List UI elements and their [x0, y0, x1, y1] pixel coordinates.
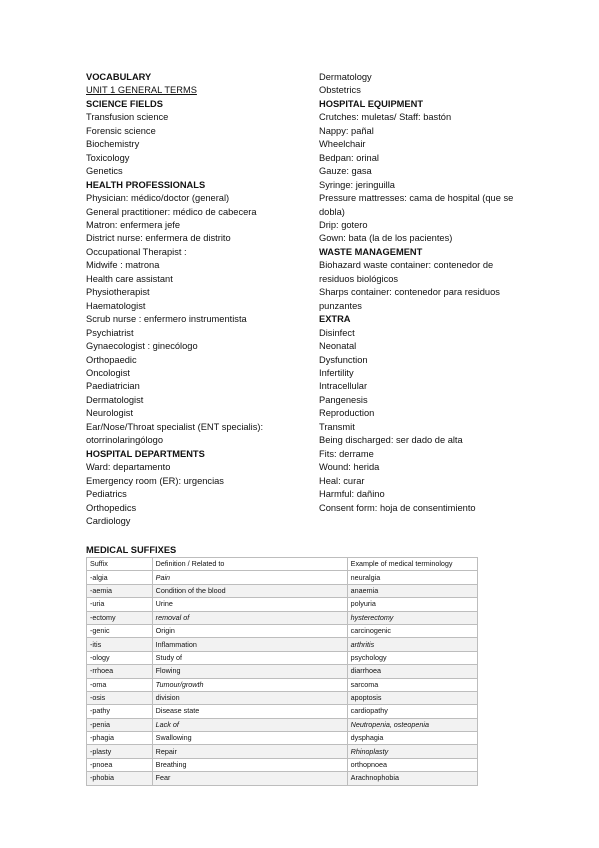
vocabulary-entry: Neurologist	[86, 408, 134, 419]
table-row	[87, 598, 478, 611]
section-heading: HOSPITAL DEPARTMENTS	[86, 448, 205, 459]
vocabulary-entry: otorrinolaringólogo	[86, 435, 164, 446]
medical-suffixes-table	[86, 557, 478, 786]
vocabulary-entry: Reproduction	[319, 408, 375, 419]
suffix-cell: -uria	[87, 598, 153, 611]
example-cell: polyuria	[347, 598, 477, 611]
vocabulary-entry: Forensic science	[86, 125, 156, 136]
vocabulary-entry: Disinfect	[319, 327, 355, 338]
table-row	[87, 691, 478, 704]
vocabulary-entry: Drip: gotero	[319, 219, 368, 230]
medical-suffixes-heading: MEDICAL SUFFIXES	[86, 545, 177, 555]
vocabulary-entry: Fits: derrame	[319, 448, 374, 459]
definition-cell: Disease state	[152, 705, 347, 718]
suffix-cell: -aemia	[87, 584, 153, 597]
example-cell: Rhinoplasty	[347, 745, 477, 758]
example-cell: arthritis	[347, 638, 477, 651]
vocabulary-entry: Gauze: gasa	[319, 166, 372, 177]
table-row	[87, 571, 478, 584]
vocabulary-entry: Biohazard waste container: contenedor de residuos biológicos	[319, 260, 494, 284]
example-cell: apoptosis	[347, 691, 477, 704]
suffix-cell: -ology	[87, 651, 153, 664]
section-heading: EXTRA	[319, 314, 351, 325]
vocabulary-entry: Haematologist	[86, 300, 146, 311]
suffix-cell: -plasty	[87, 745, 153, 758]
suffix-cell: -pathy	[87, 705, 153, 718]
vocabulary-entry: Heal: curar	[319, 475, 365, 486]
vocabulary-entry: Gynaecologist : ginecólogo	[86, 341, 198, 352]
example-cell: hysterectomy	[347, 611, 477, 624]
example-cell: dysphagia	[347, 732, 477, 745]
column-header-definition: Definition / Related to	[152, 558, 347, 571]
vocabulary-entry: Pressure mattresses: cama de hospital (que se dobla)	[319, 193, 514, 217]
suffix-cell: -phagia	[87, 732, 153, 745]
vocabulary-entry: Pediatrics	[86, 489, 127, 500]
right-column	[319, 71, 524, 515]
vocabulary-entry: Psychiatrist	[86, 327, 134, 338]
vocabulary-entry: Scrub nurse : enfermero instrumentista	[86, 314, 247, 325]
vocabulary-entry: Matron: enfermera jefe	[86, 219, 181, 230]
definition-cell: Breathing	[152, 758, 347, 771]
vocabulary-entry: Ear/Nose/Throat specialist (ENT specialis):	[86, 421, 264, 432]
example-cell: neuralgia	[347, 571, 477, 584]
vocabulary-entry: Dermatology	[319, 72, 372, 82]
vocabulary-entry: Emergency room (ER): urgencias	[86, 475, 224, 486]
table-row	[87, 624, 478, 637]
suffix-cell: -genic	[87, 624, 153, 637]
section-heading: VOCABULARY	[86, 72, 152, 82]
vocabulary-entry: Physician: médico/doctor (general)	[86, 193, 230, 204]
vocabulary-entry: Midwife : matrona	[86, 260, 160, 271]
example-cell: orthopnoea	[347, 758, 477, 771]
vocabulary-entry: Neonatal	[319, 341, 357, 352]
definition-cell: Condition of the blood	[152, 584, 347, 597]
vocabulary-entry: Nappy: pañal	[319, 125, 374, 136]
table-row	[87, 584, 478, 597]
table-row	[87, 758, 478, 771]
vocabulary-entry: Physiotherapist	[86, 287, 150, 298]
table-row	[87, 718, 478, 731]
vocabulary-entry: Occupational Therapist :	[86, 246, 187, 257]
definition-cell: Tumour/growth	[152, 678, 347, 691]
definition-cell: Repair	[152, 745, 347, 758]
suffix-cell: -itis	[87, 638, 153, 651]
vocabulary-entry: Wheelchair	[319, 139, 366, 150]
vocabulary-entry: Genetics	[86, 166, 123, 177]
suffix-cell: -phobia	[87, 772, 153, 785]
vocabulary-entry: Gown: bata (la de los pacientes)	[319, 233, 453, 244]
vocabulary-entry: Transfusion science	[86, 112, 169, 123]
vocabulary-entry: Cardiology	[86, 515, 131, 526]
vocabulary-entry: Sharps container: contenedor para residuos punzantes	[319, 287, 500, 311]
table-row	[87, 745, 478, 758]
definition-cell: Fear	[152, 772, 347, 785]
vocabulary-entry: Bedpan: orinal	[319, 152, 379, 163]
vocabulary-entry: Orthopaedic	[86, 354, 137, 365]
definition-cell: Flowing	[152, 665, 347, 678]
example-cell: cardiopathy	[347, 705, 477, 718]
suffix-cell: -oma	[87, 678, 153, 691]
table-row	[87, 772, 478, 785]
vocabulary-entry: UNIT 1 GENERAL TERMS	[86, 85, 197, 96]
vocabulary-entry: Orthopedics	[86, 502, 137, 513]
vocabulary-entry: Obstetrics	[319, 85, 361, 96]
vocabulary-entry: Infertility	[319, 367, 354, 378]
definition-cell: Study of	[152, 651, 347, 664]
definition-cell: Urine	[152, 598, 347, 611]
vocabulary-entry: General practitioner: médico de cabecera	[86, 206, 257, 217]
suffix-cell: -osis	[87, 691, 153, 704]
vocabulary-entry: Transmit	[319, 421, 355, 432]
suffix-cell: -rrhoea	[87, 665, 153, 678]
vocabulary-entry: Consent form: hoja de consentimiento	[319, 502, 476, 513]
definition-cell: Swallowing	[152, 732, 347, 745]
definition-cell: Origin	[152, 624, 347, 637]
example-cell: Neutropenia, osteopenia	[347, 718, 477, 731]
vocabulary-entry: Biochemistry	[86, 139, 140, 150]
table-row	[87, 732, 478, 745]
table-row	[87, 665, 478, 678]
suffix-cell: -algia	[87, 571, 153, 584]
example-cell: diarrhoea	[347, 665, 477, 678]
column-header-example: Example of medical terminology	[347, 558, 477, 571]
section-heading: HOSPITAL EQUIPMENT	[319, 98, 423, 109]
example-cell: Arachnophobia	[347, 772, 477, 785]
table-row	[87, 705, 478, 718]
vocabulary-entry: Paediatrician	[86, 381, 140, 392]
example-cell: sarcoma	[347, 678, 477, 691]
table-row	[87, 611, 478, 624]
example-cell: carcinogenic	[347, 624, 477, 637]
section-heading: WASTE MANAGEMENT	[319, 246, 423, 257]
section-heading: SCIENCE FIELDS	[86, 98, 163, 109]
column-header-suffix: Suffix	[87, 558, 153, 571]
section-heading: HEALTH PROFESSIONALS	[86, 179, 206, 190]
vocabulary-entry: Dermatologist	[86, 394, 144, 405]
vocabulary-entry: Ward: departamento	[86, 462, 171, 473]
vocabulary-entry: Dysfunction	[319, 354, 368, 365]
vocabulary-entry: Oncologist	[86, 367, 130, 378]
vocabulary-entry: Syringe: jeringuilla	[319, 179, 395, 190]
table-header-row	[87, 558, 478, 571]
definition-cell: removal of	[152, 611, 347, 624]
table-row	[87, 678, 478, 691]
example-cell: psychology	[347, 651, 477, 664]
left-column	[86, 71, 311, 528]
vocabulary-entry: Being discharged: ser dado de alta	[319, 435, 463, 446]
vocabulary-entry: Health care assistant	[86, 273, 173, 284]
example-cell: anaemia	[347, 584, 477, 597]
definition-cell: Lack of	[152, 718, 347, 731]
suffix-cell: -penia	[87, 718, 153, 731]
definition-cell: Inflammation	[152, 638, 347, 651]
vocabulary-entry: Intracellular	[319, 381, 368, 392]
vocabulary-entry: Pangenesis	[319, 394, 368, 405]
vocabulary-entry: Crutches: muletas/ Staff: bastón	[319, 112, 452, 123]
table-row	[87, 638, 478, 651]
vocabulary-entry: Harmful: dañino	[319, 489, 385, 500]
table-row	[87, 651, 478, 664]
suffix-cell: -pnoea	[87, 758, 153, 771]
definition-cell: division	[152, 691, 347, 704]
definition-cell: Pain	[152, 571, 347, 584]
suffix-cell: -ectomy	[87, 611, 153, 624]
vocabulary-entry: Wound: herida	[319, 462, 380, 473]
vocabulary-entry: District nurse: enfermera de distrito	[86, 233, 231, 244]
vocabulary-entry: Toxicology	[86, 152, 130, 163]
